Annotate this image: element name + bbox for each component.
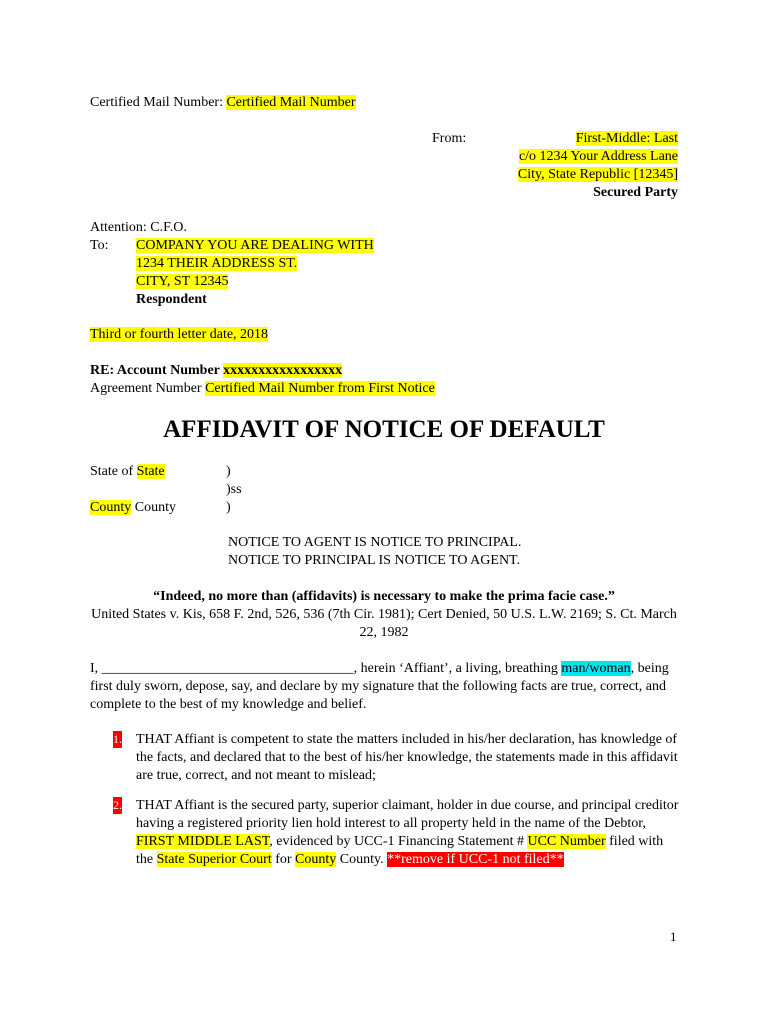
certified-mail-line bbox=[90, 94, 356, 112]
remove-note: **remove if UCC-1 not filed** bbox=[387, 852, 564, 867]
certified-mail-label: Certified Mail Number: bbox=[90, 95, 223, 110]
county-name: County bbox=[295, 852, 337, 867]
to-label: To: bbox=[90, 238, 109, 253]
item-2-text: THAT Affiant is the secured party, superior claimant, holder in due course, and principal creditor having a registered priority lien hold interest to all property held in the name of the Debtor, FIRST MIDDLE LAST, evidenced by UCC-1 Financing Statement # UCC Number filed with the State Superior Court for County County. **remove if UCC-1 not filed** bbox=[136, 798, 679, 867]
attention-line: Attention: C.F.O. bbox=[90, 220, 187, 235]
venue-paren-1: ) bbox=[226, 464, 231, 479]
venue-ss: )ss bbox=[226, 482, 242, 497]
item-2-marker: 2. bbox=[113, 798, 122, 812]
to-address: 1234 THEIR ADDRESS ST. bbox=[136, 256, 298, 271]
secured-party-label: Secured Party bbox=[593, 185, 678, 200]
intro-paragraph: I, ____________________________________, herein ‘Affiant’, a living, breathing man/woman, being first duly sworn, depose, say, and declare by my signature that the following facts are true, correct, and complete to the best of my knowledge and belief. bbox=[90, 661, 669, 712]
to-city: CITY, ST 12345 bbox=[136, 274, 229, 289]
to-company: COMPANY YOU ARE DEALING WITH bbox=[136, 238, 374, 253]
notice-principal: NOTICE TO PRINCIPAL IS NOTICE TO AGENT. bbox=[228, 553, 521, 568]
from-city: City, State Republic [12345] bbox=[517, 167, 678, 182]
letter-date: Third or fourth letter date, 2018 bbox=[90, 327, 269, 342]
page-number: 1 bbox=[670, 929, 677, 944]
account-number-value: xxxxxxxxxxxxxxxxx bbox=[223, 363, 343, 378]
venue-county: County County bbox=[90, 500, 176, 515]
from-address: c/o 1234 Your Address Lane bbox=[518, 149, 678, 164]
venue-paren-3: ) bbox=[226, 500, 231, 515]
venue-state: State of State bbox=[90, 464, 165, 479]
certified-mail-value: Certified Mail Number bbox=[226, 95, 356, 110]
account-number-line: RE: Account Number xxxxxxxxxxxxxxxxx bbox=[90, 363, 343, 378]
court-name: State Superior Court bbox=[156, 852, 272, 867]
item-1-text: THAT Affiant is competent to state the matters included in his/her declaration, has knowledge of the facts, and declared that to the best of his/her knowledge, the statements made in this affidavit are true, correct, and not meant to mislead; bbox=[136, 732, 678, 783]
gender-field: man/woman bbox=[561, 661, 631, 676]
respondent-label: Respondent bbox=[136, 292, 207, 307]
item-1-marker: 1. bbox=[113, 732, 122, 746]
agreement-number-value: Certified Mail Number from First Notice bbox=[205, 381, 435, 396]
agreement-number-line: Agreement Number Certified Mail Number from First Notice bbox=[90, 381, 435, 396]
debtor-name: FIRST MIDDLE LAST bbox=[136, 834, 270, 849]
from-name: First-Middle: Last bbox=[575, 131, 678, 146]
document-title: AFFIDAVIT OF NOTICE OF DEFAULT bbox=[163, 416, 605, 443]
legal-citation: United States v. Kis, 658 F. 2nd, 526, 536 (7th Cir. 1981); Cert Denied, 50 U.S. L.W. 2169; S. Ct. March 22, 1982 bbox=[91, 607, 677, 640]
legal-quote: “Indeed, no more than (affidavits) is necessary to make the prima facie case.” bbox=[153, 589, 615, 604]
ucc-number: UCC Number bbox=[527, 834, 606, 849]
from-label: From: bbox=[432, 131, 467, 146]
notice-agent: NOTICE TO AGENT IS NOTICE TO PRINCIPAL. bbox=[228, 535, 522, 550]
